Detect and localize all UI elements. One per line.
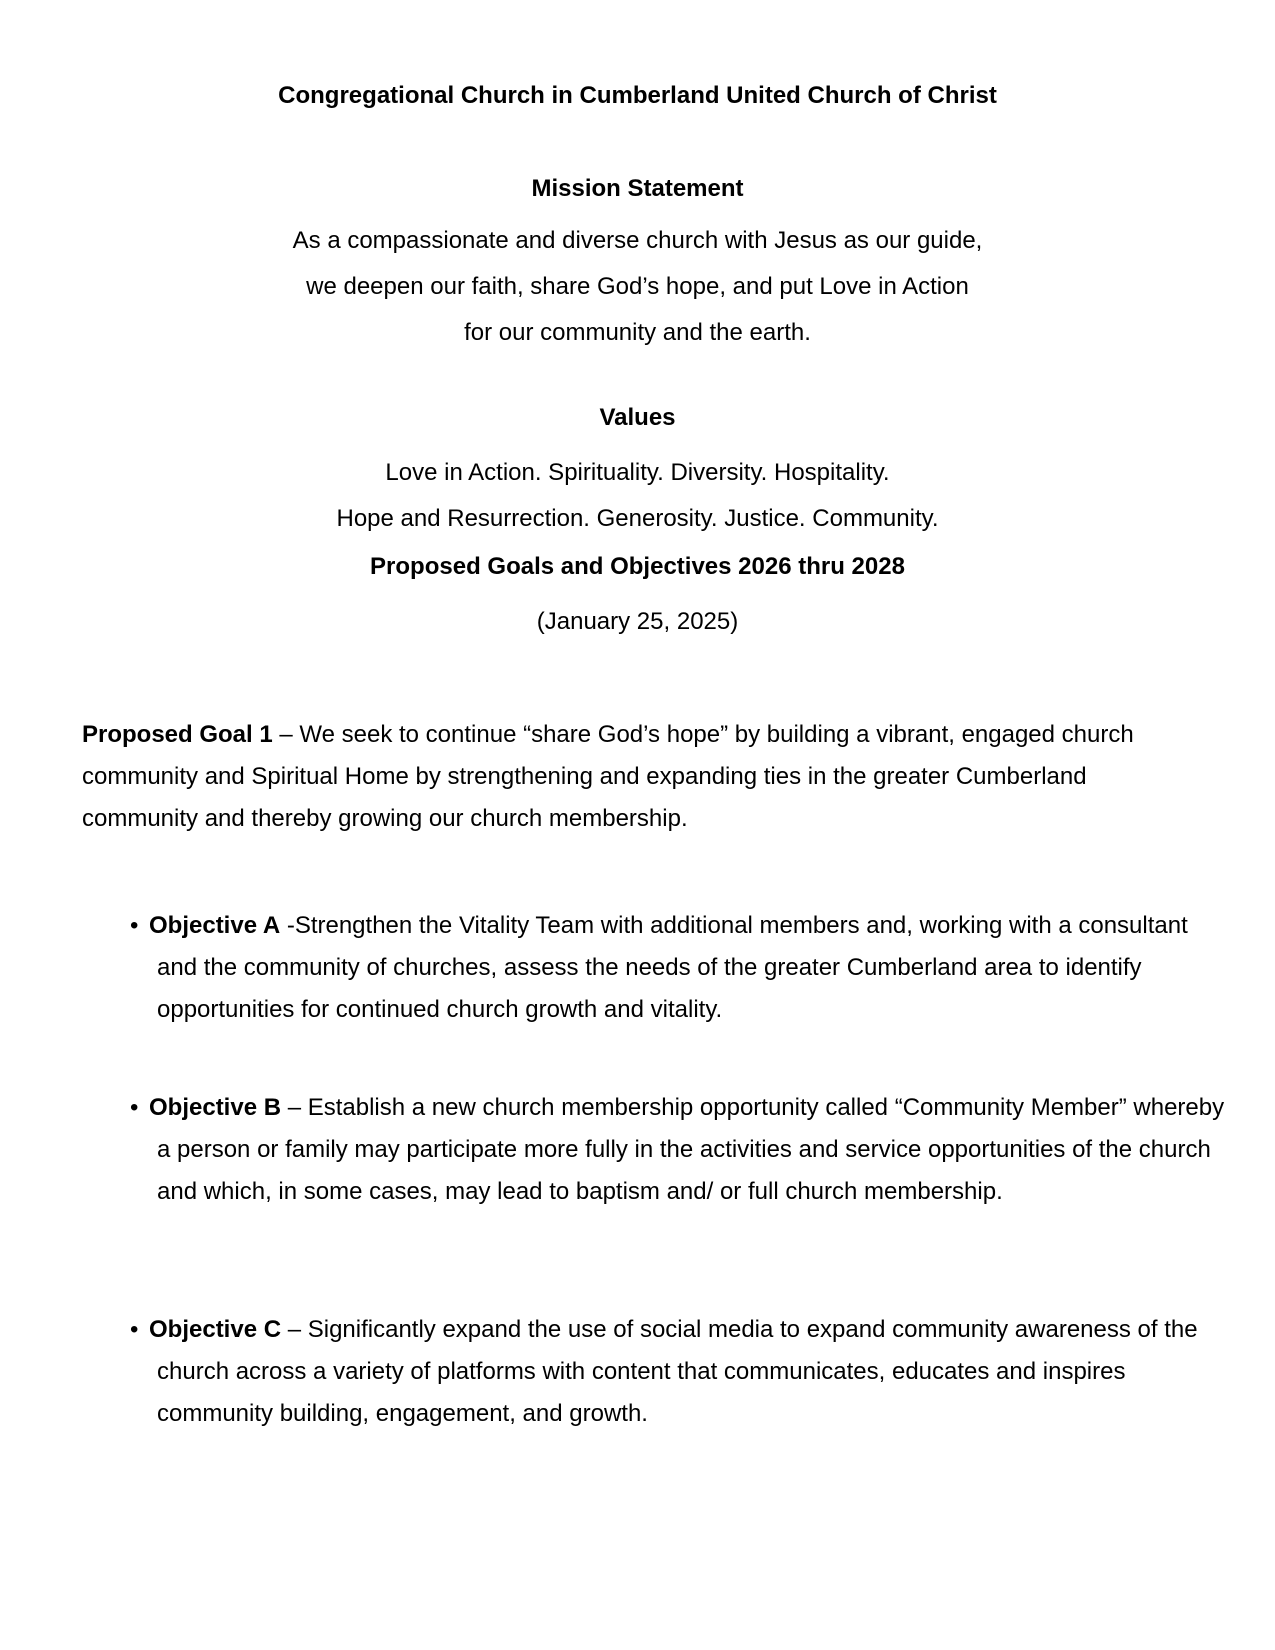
bullet-icon: • [130,912,139,939]
goals-date: (January 25, 2025) [536,608,739,635]
objective-c-text: – Significantly expand the use of social media to expand community awareness of the church across a variety of platforms with content that communicates, educates and inspires community building, engagement, and growth. [157,1316,1198,1427]
objective-b-label: Objective B [149,1094,282,1121]
mission-line: for our community and the earth. [464,319,811,346]
mission-heading: Mission Statement [531,175,744,202]
mission-line: we deepen our faith, share God’s hope, and put Love in Action [306,273,969,300]
values-line: Hope and Resurrection. Generosity. Justice. Community. [336,505,939,532]
goal-1-paragraph [82,714,1192,840]
objective-a-label: Objective A [149,912,281,939]
values-line: Love in Action. Spirituality. Diversity. Hospitality. [385,459,890,486]
goal-1-label: Proposed Goal 1 [82,721,273,748]
values-heading: Values [599,404,676,431]
objective-b-item [130,1087,1227,1213]
goal-1-text: – We seek to continue “share God’s hope” by building a vibrant, engaged church community and Spiritual Home by strengthening and expanding ties in the greater Cumberland community and thereby growing our church membership. [82,721,1134,832]
objective-a-item [130,905,1227,1031]
bullet-icon: • [130,1094,139,1121]
bullet-icon: • [130,1316,139,1343]
goals-heading: Proposed Goals and Objectives 2026 thru 2028 [370,553,905,580]
objective-c-label: Objective C [149,1316,282,1343]
objective-a-text: -Strengthen the Vitality Team with additional members and, working with a consultant and the community of churches, assess the needs of the greater Cumberland area to identify opportunities for continued church growth and vitality. [157,912,1188,1023]
objective-c-item [130,1309,1227,1435]
values-list [0,458,1275,550]
mission-line: As a compassionate and diverse church with Jesus as our guide, [292,227,983,254]
objective-b-text: – Establish a new church membership opportunity called “Community Member” whereby a person or family may participate more fully in the activities and service opportunities of the church and which, in some cases, may lead to baptism and/ or full church membership. [157,1094,1225,1205]
mission-statement [0,226,1275,364]
document-title: Congregational Church in Cumberland United Church of Christ [278,82,997,109]
